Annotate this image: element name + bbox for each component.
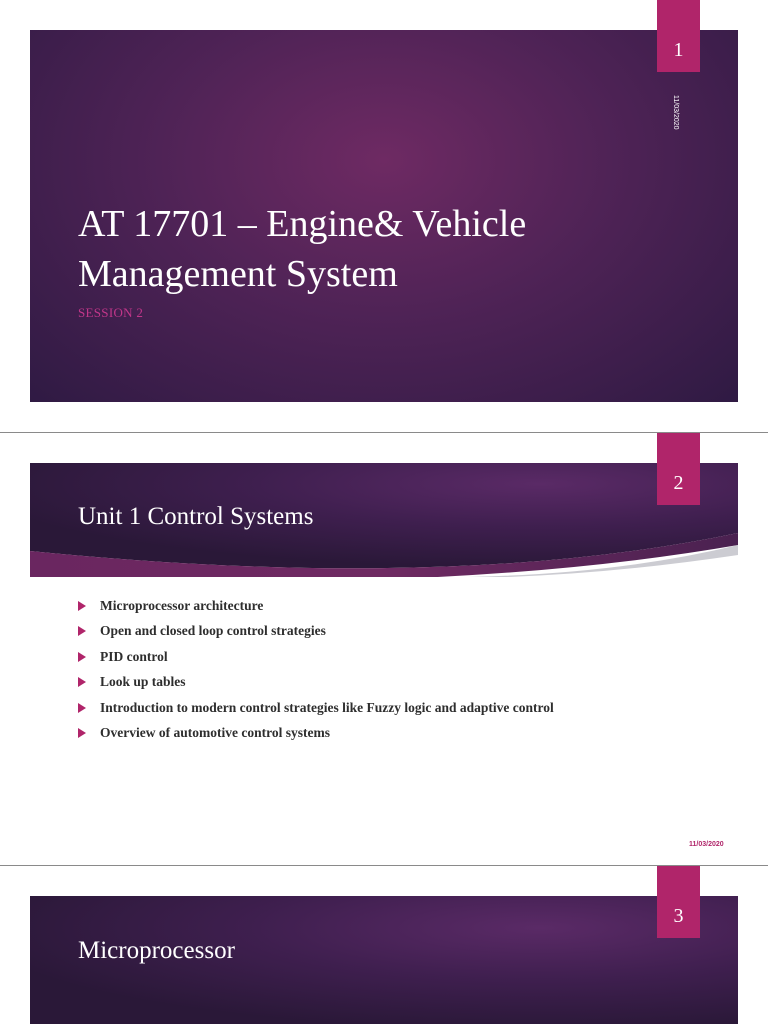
bullet-arrow-icon: [78, 703, 86, 713]
bullet-arrow-icon: [78, 728, 86, 738]
bullet-list: [78, 598, 554, 750]
bullet-text: Look up tables: [100, 674, 186, 690]
list-item: [78, 700, 554, 725]
slide-number: 3: [673, 905, 684, 927]
slide-number-badge: [657, 433, 700, 505]
bullet-text: Overview of automotive control systems: [100, 724, 330, 740]
slide-title: [78, 199, 638, 299]
list-item: [78, 674, 554, 699]
slide-number: 1: [673, 39, 684, 61]
bullet-arrow-icon: [78, 652, 86, 662]
slide-1: [0, 0, 768, 432]
slide-3: [0, 866, 768, 1024]
bullet-arrow-icon: [78, 677, 86, 687]
bullet-text: PID control: [100, 648, 168, 664]
list-item: [78, 598, 554, 623]
bullet-text: Introduction to modern control strategies like Fuzzy logic and adaptive control: [100, 699, 554, 715]
bullet-text: Microprocessor architecture: [100, 598, 264, 613]
list-item: [78, 725, 554, 750]
title-line-2: Management System: [78, 253, 398, 295]
slide-title: Microprocessor: [78, 937, 235, 964]
list-item: [78, 649, 554, 674]
slide-subtitle: SESSION 2: [78, 305, 144, 320]
title-line-1: AT 17701 – Engine& Vehicle: [78, 203, 527, 245]
slide-number-badge: [657, 866, 700, 938]
bullet-text: Open and closed loop control strategies: [100, 623, 326, 639]
slide-title: Unit 1 Control Systems: [78, 503, 314, 530]
slide-number: 2: [673, 472, 684, 494]
slide-number-badge: [657, 0, 700, 72]
slide-date: 11/03/2020: [672, 95, 679, 130]
bullet-arrow-icon: [78, 626, 86, 636]
list-item: [78, 623, 554, 648]
slide-2: [0, 433, 768, 865]
slide-date: 11/03/2020: [689, 841, 724, 848]
bullet-arrow-icon: [78, 601, 86, 611]
